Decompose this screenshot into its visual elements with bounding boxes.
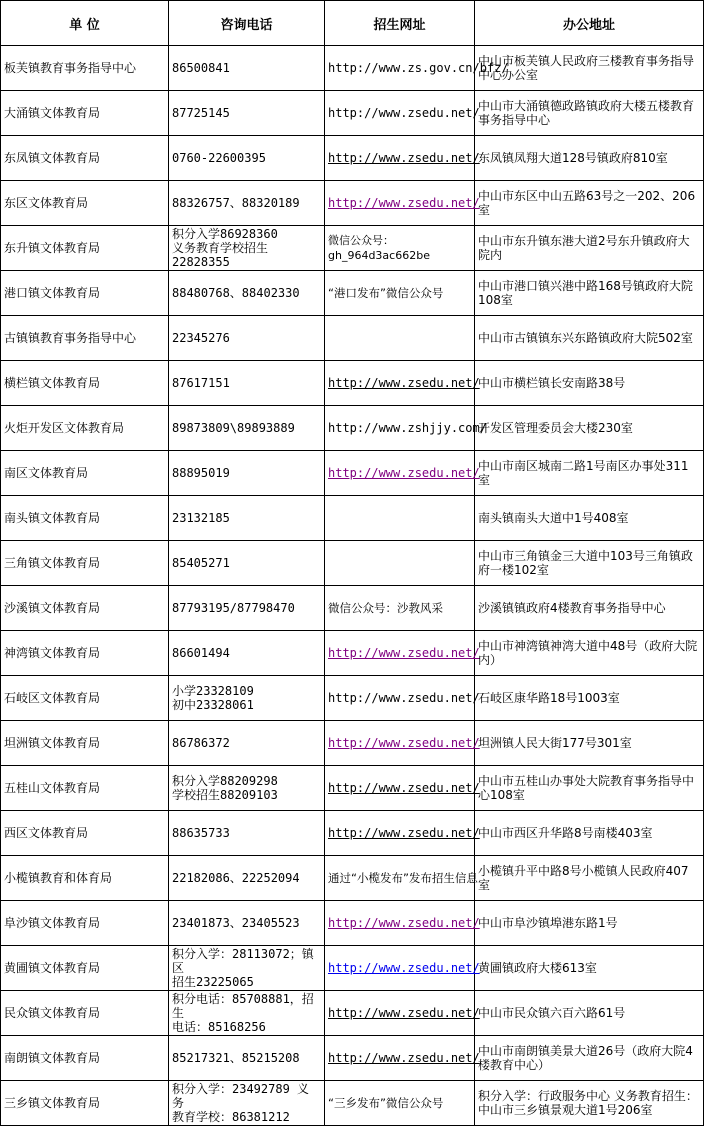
phone-cell (169, 496, 325, 541)
phone-cell (169, 136, 325, 181)
website-text: 微信公众号：沙教风采 (328, 601, 443, 615)
phone-line: 88326757、88320189 (172, 196, 300, 210)
phone-line: 86601494 (172, 646, 230, 660)
website-text: http://www.zshjjy.com/ (328, 421, 487, 435)
website-link[interactable]: http://www.zsedu.net/ (328, 826, 480, 840)
address-cell: 沙溪镇镇政府4楼教育事务指导中心 (475, 586, 704, 631)
unit-cell: 黄圃镇文体教育局 (1, 946, 169, 991)
phone-line: 初中23328061 (172, 698, 254, 712)
phone-cell (169, 181, 325, 226)
website-cell (325, 676, 480, 721)
unit-cell: 阜沙镇文体教育局 (1, 901, 169, 946)
table-row (1, 1081, 704, 1126)
website-cell (325, 136, 480, 181)
phone-line: 积分电话：85708881，招生 (172, 992, 314, 1020)
website-link[interactable]: http://www.zsedu.net/ (328, 196, 480, 210)
table-row (1, 451, 704, 496)
phone-cell (169, 226, 325, 271)
unit-cell: 板芙镇教育事务指导中心 (1, 46, 169, 91)
phone-cell (169, 721, 325, 766)
address-cell: 中山市古镇镇东兴东路镇政府大院502室 (475, 316, 704, 361)
website-cell (325, 541, 475, 586)
table-row (1, 991, 704, 1036)
address-cell: 黄圃镇政府大楼613室 (475, 946, 704, 991)
unit-cell: 火炬开发区文体教育局 (1, 406, 169, 451)
table-row (1, 226, 704, 271)
phone-line: 积分入学88209298 (172, 774, 278, 788)
phone-line: 22345276 (172, 331, 230, 345)
phone-line: 义务教育学校招生22828355 (172, 241, 269, 269)
table-row (1, 631, 704, 676)
phone-cell (169, 901, 325, 946)
unit-cell: 古镇镇教育事务指导中心 (1, 316, 169, 361)
website-link[interactable]: http://www.zsedu.net/ (328, 376, 480, 390)
phone-line: 87617151 (172, 376, 230, 390)
website-cell (325, 856, 478, 901)
address-cell: 石岐区康华路18号1003室 (475, 676, 704, 721)
website-cell (325, 1081, 475, 1126)
table-row (1, 946, 704, 991)
website-cell (325, 46, 509, 91)
website-cell (325, 631, 480, 676)
phone-cell (169, 271, 325, 316)
website-text: “三乡发布”微信公众号 (328, 1096, 444, 1110)
website-text: http://www.zs.gov.cn/bfz/ (328, 61, 509, 75)
address-cell: 开发区管理委员会大楼230室 (475, 406, 704, 451)
phone-line: 87725145 (172, 106, 230, 120)
website-link[interactable]: http://www.zsedu.net/ (328, 151, 480, 165)
phone-line: 88635733 (172, 826, 230, 840)
header-phone: 咨询电话 (169, 1, 325, 46)
phone-cell (169, 451, 325, 496)
phone-line: 0760-22600395 (172, 151, 266, 165)
unit-cell: 坦洲镇文体教育局 (1, 721, 169, 766)
table-row (1, 721, 704, 766)
phone-line: 23401873、23405523 (172, 916, 300, 930)
phone-cell (169, 1081, 325, 1126)
phone-line: 教育学校：86381212 (172, 1110, 290, 1124)
website-cell (325, 406, 487, 451)
website-cell (325, 721, 480, 766)
website-link[interactable]: http://www.zsedu.net/ (328, 1006, 480, 1020)
address-cell: 中山市五桂山办事处大院教育事务指导中心108室 (475, 766, 704, 811)
table-row (1, 91, 704, 136)
unit-cell: 横栏镇文体教育局 (1, 361, 169, 406)
website-link[interactable]: http://www.zsedu.net/ (328, 961, 480, 975)
unit-cell: 沙溪镇文体教育局 (1, 586, 169, 631)
website-text: “港口发布”微信公众号 (328, 286, 444, 300)
phone-line: 积分入学86928360 (172, 227, 278, 241)
phone-cell (169, 676, 325, 721)
address-cell: 中山市阜沙镇埠港东路1号 (475, 901, 704, 946)
address-cell: 中山市东区中山五路63号之一202、206室 (475, 181, 704, 226)
phone-line: 87793195/87798470 (172, 601, 295, 615)
website-cell (325, 271, 475, 316)
unit-cell: 三乡镇文体教育局 (1, 1081, 169, 1126)
header-address: 办公地址 (475, 1, 704, 46)
table-row (1, 901, 704, 946)
address-cell: 中山市大涌镇德政路镇政府大楼五楼教育事务指导中心 (475, 91, 704, 136)
table-row (1, 316, 704, 361)
website-text: http://www.zsedu.net/ (328, 106, 480, 120)
phone-line: 积分入学：28113072；镇区 (172, 947, 314, 975)
phone-line: 招生23225065 (172, 975, 254, 989)
address-cell: 南头镇南头大道中1号408室 (475, 496, 704, 541)
unit-cell: 南朗镇文体教育局 (1, 1036, 169, 1081)
phone-cell (169, 541, 325, 586)
phone-line: 学校招生88209103 (172, 788, 278, 802)
website-cell (325, 991, 480, 1036)
website-cell (325, 496, 475, 541)
website-cell (325, 91, 480, 136)
header-website: 招生网址 (325, 1, 475, 46)
website-text: 通过“小榄发布”发布招生信息 (328, 871, 478, 885)
website-cell (325, 766, 480, 811)
address-cell: 中山市横栏镇长安南路38号 (475, 361, 704, 406)
phone-line: 85217321、85215208 (172, 1051, 300, 1065)
unit-cell: 小榄镇教育和体育局 (1, 856, 169, 901)
phone-cell (169, 46, 325, 91)
table-row (1, 361, 704, 406)
phone-cell (169, 316, 325, 361)
table-row (1, 766, 704, 811)
website-cell (325, 586, 475, 631)
phone-cell (169, 91, 325, 136)
website-cell (325, 1036, 480, 1081)
address-cell: 坦洲镇人民大街177号301室 (475, 721, 704, 766)
unit-cell: 神湾镇文体教育局 (1, 631, 169, 676)
unit-cell: 三角镇文体教育局 (1, 541, 169, 586)
address-cell: 中山市神湾镇神湾大道中48号（政府大院内） (475, 631, 704, 676)
table-row (1, 676, 704, 721)
phone-line: 电话：85168256 (172, 1020, 266, 1034)
address-cell: 中山市南区城南二路1号南区办事处311室 (475, 451, 704, 496)
website-link[interactable]: http://www.zsedu.net/ (328, 466, 480, 480)
unit-cell: 石岐区文体教育局 (1, 676, 169, 721)
unit-cell: 大涌镇文体教育局 (1, 91, 169, 136)
phone-cell (169, 811, 325, 856)
phone-line: 小学23328109 (172, 684, 254, 698)
table-row (1, 586, 704, 631)
website-cell (325, 316, 475, 361)
website-cell (325, 946, 480, 991)
phone-cell (169, 586, 325, 631)
address-cell: 中山市板芙镇人民政府三楼教育事务指导中心办公室 (475, 46, 704, 91)
phone-cell (169, 631, 325, 676)
website-cell (325, 361, 480, 406)
unit-cell: 东区文体教育局 (1, 181, 169, 226)
phone-line: 88480768、88402330 (172, 286, 300, 300)
website-text: http://www.zsedu.net/ (328, 691, 480, 705)
website-cell (325, 226, 475, 271)
phone-cell (169, 946, 325, 991)
website-link[interactable]: http://www.zsedu.net/ (328, 781, 480, 795)
phone-line: 22182086、22252094 (172, 871, 300, 885)
website-cell (325, 901, 480, 946)
phone-line: 85405271 (172, 556, 230, 570)
address-cell: 中山市三角镇金三大道中103号三角镇政府一楼102室 (475, 541, 704, 586)
website-cell (325, 451, 480, 496)
table-row (1, 496, 704, 541)
website-link[interactable]: http://www.zsedu.net/ (328, 1051, 480, 1065)
address-cell: 中山市港口镇兴港中路168号镇政府大院108室 (475, 271, 704, 316)
unit-cell: 南区文体教育局 (1, 451, 169, 496)
table-row (1, 541, 704, 586)
phone-line: 89873809\89893889 (172, 421, 295, 435)
website-text: 微信公众号：gh_964d3ac662be (328, 234, 430, 262)
table-row (1, 136, 704, 181)
unit-cell: 东升镇文体教育局 (1, 226, 169, 271)
unit-cell: 民众镇文体教育局 (1, 991, 169, 1036)
table-row (1, 856, 704, 901)
table-row (1, 1036, 704, 1081)
unit-cell: 西区文体教育局 (1, 811, 169, 856)
address-cell: 中山市南朗镇美景大道26号（政府大院4楼教育中心） (475, 1036, 704, 1081)
address-cell: 中山市东升镇东港大道2号东升镇政府大院内 (475, 226, 704, 271)
phone-cell (169, 856, 325, 901)
table-row (1, 811, 704, 856)
table-row (1, 271, 704, 316)
table-row (1, 406, 704, 451)
table-row (1, 46, 704, 91)
phone-line: 23132185 (172, 511, 230, 525)
address-cell: 东凤镇凤翔大道128号镇政府810室 (475, 136, 704, 181)
unit-cell: 五桂山文体教育局 (1, 766, 169, 811)
phone-cell (169, 406, 325, 451)
phone-cell (169, 361, 325, 406)
address-cell: 中山市民众镇六百六路61号 (475, 991, 704, 1036)
website-cell (325, 181, 480, 226)
website-link[interactable]: http://www.zsedu.net/ (328, 916, 480, 930)
unit-cell: 南头镇文体教育局 (1, 496, 169, 541)
address-cell: 积分入学：行政服务中心 义务教育招生：中山市三乡镇景观大道1号206室 (475, 1081, 704, 1126)
phone-cell (169, 766, 325, 811)
phone-line: 86786372 (172, 736, 230, 750)
phone-line: 88895019 (172, 466, 230, 480)
phone-cell (169, 1036, 325, 1081)
phone-line: 积分入学：23492789 义务 (172, 1082, 310, 1110)
address-cell: 小榄镇升平中路8号小榄镇人民政府407室 (475, 856, 704, 901)
table-row (1, 181, 704, 226)
website-cell (325, 811, 480, 856)
header-unit: 单 位 (1, 1, 169, 46)
phone-cell (169, 991, 325, 1036)
address-cell: 中山市西区升华路8号南楼403室 (475, 811, 704, 856)
unit-cell: 东凤镇文体教育局 (1, 136, 169, 181)
website-link[interactable]: http://www.zsedu.net/ (328, 646, 480, 660)
unit-cell: 港口镇文体教育局 (1, 271, 169, 316)
phone-line: 86500841 (172, 61, 230, 75)
header-row (1, 1, 704, 46)
website-link[interactable]: http://www.zsedu.net/ (328, 736, 480, 750)
table-body (1, 46, 704, 1126)
